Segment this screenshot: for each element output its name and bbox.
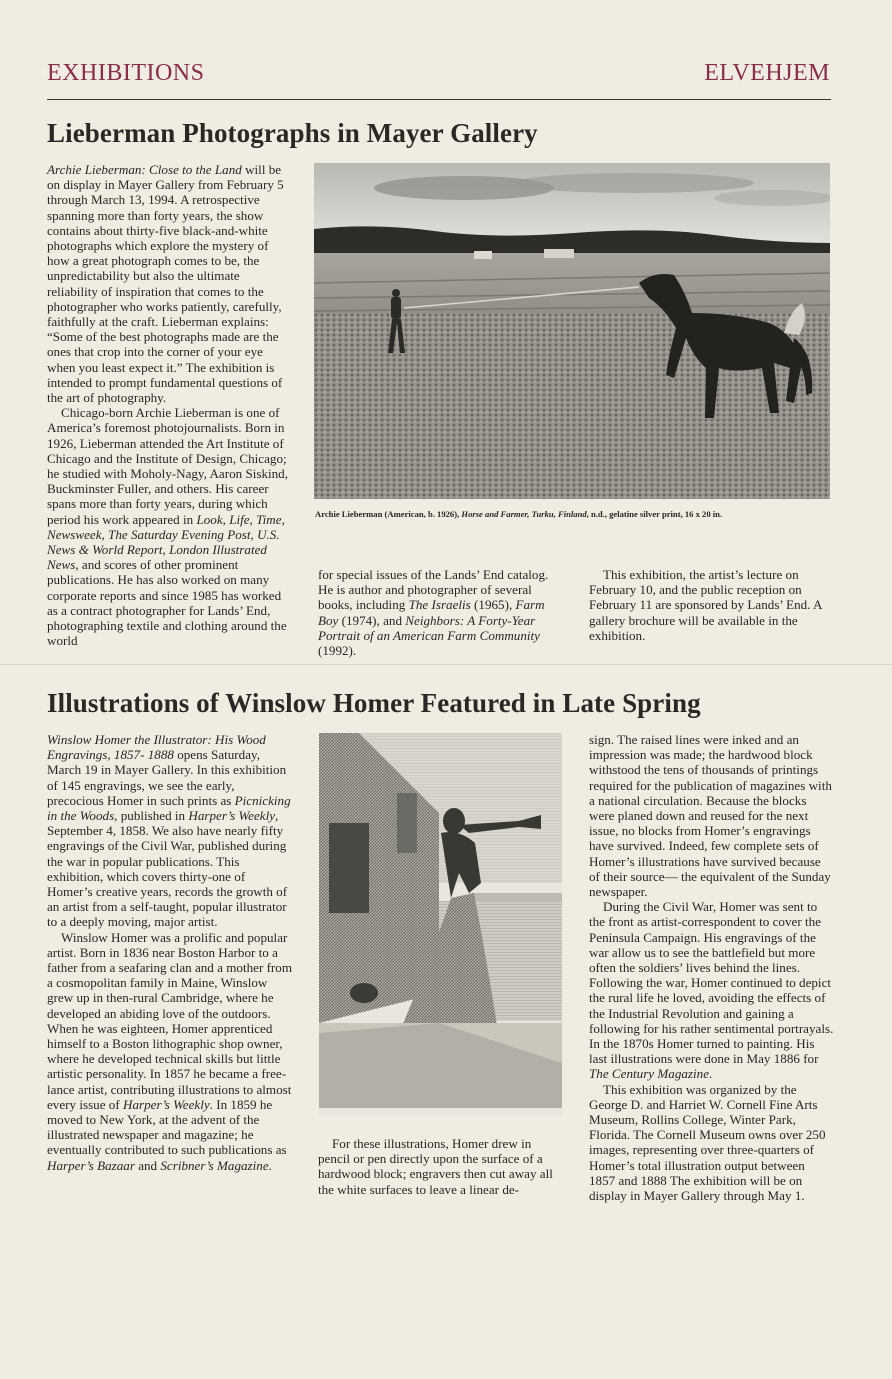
article2-paragraph-3: For these illustrations, Homer drew in pencil or pen directly upon the surface of a hardwood block; engravers then cut away all the white surfaces to leave a linear de- [318,1136,553,1197]
article2-column-1 [47,732,294,1173]
header-rule [47,99,831,100]
article2-column-2 [318,1136,564,1197]
section-label: EXHIBITIONS [47,60,205,86]
article1-paragraph-4: This exhibition, the artist’s lecture on February 10, and the public reception on February 11 are sponsored by Lands’ End. A gallery brochure will be available in the exhibition. [589,567,822,643]
article-title-lieberman: Lieberman Photographs in Mayer Gallery [47,118,538,148]
museum-label: ELVEHJEM [704,60,830,86]
article1-column-1 [47,162,293,649]
homer-engraving-image [319,733,562,1116]
dinner-horn-engraving [319,733,562,1116]
article1-paragraph-2: Chicago-born Archie Lieberman is one of America’s foremost photojournalists. Born in 1926, Lieberman attended the Art Institute of Chicago and the Institute of Design, Chicago; he studied with Moholy-Nagy, Aaron Siskind, Buckminster Fuller, and others. His career spans more than forty years, during which period his work appeared in Look, Life, Time, Newsweek, The Saturday Evening Post, U.S. News & World Report, London Illustrated News, and scores of other prominent publications. He has also worked on many corporate reports and since 1985 has worked as a contract photographer for Lands’ End, photographing textile and clothing around the world [47,405,289,649]
article2-paragraph-4: sign. The raised lines were inked and an impression was made; the hardwood block withstood the tens of thousands of printings required for the publication of magazines with a national circulation. Because the blocks were planed down and reused for the next issue, no blocks from Homer’s engravings have survived. Indeed, few complete sets of Homer’s illustrations have survived because of their source— the equivalent of the Sunday newspaper. [589,732,832,900]
article2-paragraph-6: This exhibition was organized by the George D. and Harriet W. Cornell Fine Arts Museum, Rollins College, Winter Park, Florida. The Cornell Museum owns over 250 images, representing over three-quarters of Homer’s total illustration output between 1857 and 1888 The exhibition will be on display in Mayer Gallery through May 1. [589,1081,826,1204]
horse-and-farmer-image [314,163,830,499]
article2-column-3 [589,732,834,1203]
article1-column-3 [589,567,831,643]
article1-paragraph-1: Archie Lieberman: Close to the Land will be on display in Mayer Gallery from February 5 through March 13, 1994. A retrospective spanning more than forty years, the show contains about thirty-five black-and-white photographs which explore the mystery of how a great photograph comes to be, the unpredictability but also the ultimate reliability of inspiration that comes to the photographer who works patiently, carefully, faithfully at the craft. Lieberman explains: “Some of the best photographs made are the ones that crop into the corner of your eye when you least expect it.” The exhibition is intended to prompt fundamental questions of the art of photography. [47,162,284,406]
article1-column-2 [318,567,564,658]
page-fold [0,664,892,665]
article2-paragraph-2: Winslow Homer was a prolific and popular artist. Born in 1836 near Boston Harbor to a father from a seafaring clan and a mother from a cosmopolitan family in Maine, Winslow grew up in then-rural Cambridge, where he developed an abiding love of the outdoors. When he was eighteen, Homer apprenticed himself to a Boston lithographic shop owner, where he developed technical skills but little artistic personality. In 1857 he became a free-lance artist, contributing illustrations to almost every issue of Harper’s Weekly. In 1859 he moved to New York, at the advent of the illustrated newspaper and magazine; he eventually contributed to such publications as Harper’s Bazaar and Scribner’s Magazine. [47,929,293,1173]
article1-paragraph-3: for special issues of the Lands’ End catalog. He is author and photographer of several books, including The Israelis (1965), Farm Boy (1974), and Neighbors: A Forty-Year Portrait of an American Farm Community (1992). [318,567,549,659]
photo-caption: Archie Lieberman (American, b. 1926), Horse and Farmer, Turku, Finland, n.d., gelatine silver print, 16 x 20 in. [315,509,723,519]
article2-paragraph-5: During the Civil War, Homer was sent to the front as artist-correspondent to cover the Peninsula Campaign. His engravings of the war allow us to see the battlefield but more often the soldiers’ lives behind the lines. Following the war, Homer continued to depict the rural life he loved, avoiding the effects of the Industrial Revolution and gaining a following for his rather sentimental portrayals. In the 1870s Homer turned to painting. His last illustrations were done in May 1886 for The Century Magazine. [589,899,834,1082]
article2-paragraph-1: Winslow Homer the Illustrator: His Wood Engravings, 1857- 1888 opens Saturday, March 19 in Mayer Gallery. In this exhibition of 145 engravings, we see the early, precocious Homer in such prints as Picnicking in the Woods, published in Harper’s Weekly, September 4, 1858. We also have nearly fifty engravings of the Civil War, published during the war in popular publications. This exhibition, which covers thirty-one of Homer’s creative years, records the growth of an artist from a self-taught, popular illustrator to a deeply moving, major artist. [47,732,291,930]
horse-and-farmer-photo [314,163,830,499]
article-title-homer: Illustrations of Winslow Homer Featured in Late Spring [47,688,701,718]
